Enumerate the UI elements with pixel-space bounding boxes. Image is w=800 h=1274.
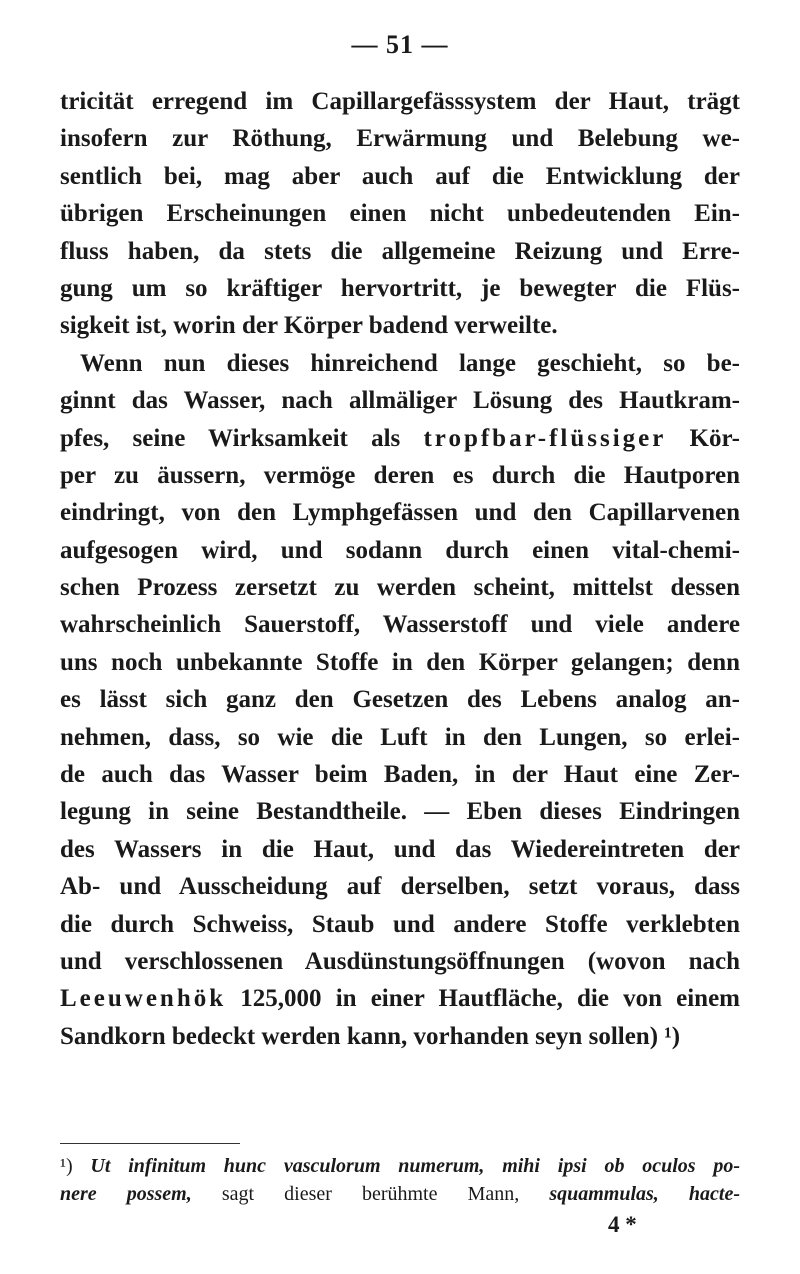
footnote: [60, 1152, 740, 1208]
text-line: schen Prozess zersetzt zu werden scheint, mittelst dessen: [60, 574, 740, 602]
text-line: es lässt sich ganz den Gesetzen des Lebens analog an-: [60, 686, 740, 714]
text-line: gung um so kräftiger hervortritt, je bewegter die Flüs-: [60, 274, 740, 302]
text-line: sentlich bei, mag aber auch auf die Entwicklung der: [60, 162, 740, 190]
text-line: [60, 980, 740, 1017]
text-line: Ab- und Ausscheidung auf derselben, setzt voraus, dass: [60, 873, 740, 901]
body-text: [60, 83, 740, 1055]
text-line: [60, 420, 740, 457]
footnote-divider: [60, 1143, 240, 1144]
footnote-latin: nere possem,: [60, 1183, 192, 1205]
text-line: und verschlossenen Ausdünstungsöffnungen (wovon nach: [60, 947, 740, 975]
text-line: Wenn nun dieses hinreichend lange geschieht, so be-: [80, 349, 740, 377]
text-line: übrigen Erscheinungen einen nicht unbedeutenden Ein-: [60, 200, 740, 228]
text-line: eindringt, von den Lymphgefässen und den Capillarvenen: [60, 499, 740, 527]
text-line: nehmen, dass, so wie die Luft in den Lungen, so erlei-: [60, 723, 740, 751]
text-segment: 125,000 in einer Hautfläche, die von einem: [226, 985, 740, 1013]
emphasis-text: tropfbar-flüssiger: [423, 424, 667, 452]
text-line: ginnt das Wasser, nach allmäliger Lösung des Hautkram-: [60, 387, 740, 415]
footnote-latin: Ut infinitum hunc vasculorum numerum, mihi ipsi ob oculos po-: [72, 1155, 740, 1177]
text-segment: Kör-: [666, 424, 740, 452]
text-line: des Wassers in die Haut, und das Wiedereintreten der: [60, 835, 740, 863]
text-line: tricität erregend im Capillargefässsystem der Haut, trägt: [60, 88, 740, 115]
text-line: Sandkorn bedeckt werden kann, vorhanden seyn sollen) ¹): [60, 1022, 681, 1050]
footnote-latin: squammulas, hacte-: [549, 1183, 740, 1205]
signature-mark: 4 *: [608, 1212, 637, 1237]
footnote-text: sagt dieser berühmte Mann,: [191, 1183, 550, 1205]
footnote-line: [60, 1180, 740, 1208]
text-line: legung in seine Bestandtheile. — Eben dieses Eindringen: [60, 798, 740, 826]
text-line: de auch das Wasser beim Baden, in der Haut eine Zer-: [60, 761, 740, 789]
text-line: fluss haben, da stets die allgemeine Reizung und Erre-: [60, 237, 740, 265]
emphasis-text: Leeuwenhök: [60, 985, 227, 1013]
page-number: — 51 —: [351, 30, 449, 59]
text-line: uns noch unbekannte Stoffe in den Körper gelangen; denn: [60, 648, 740, 676]
text-line: per zu äussern, vermöge deren es durch die Hautporen: [60, 461, 740, 489]
text-line: sigkeit ist, worin der Körper badend verweilte.: [60, 312, 558, 340]
footnote-line: [60, 1152, 740, 1180]
text-segment: pfes, seine Wirksamkeit als: [60, 424, 424, 452]
text-line: wahrscheinlich Sauerstoff, Wasserstoff und viele andere: [60, 611, 740, 639]
text-line: aufgesogen wird, und sodann durch einen vital-chemi-: [60, 536, 740, 564]
footnote-marker: ¹): [60, 1155, 73, 1177]
text-line: insofern zur Röthung, Erwärmung und Belebung we-: [60, 125, 740, 153]
text-line: die durch Schweiss, Staub und andere Stoffe verklebten: [60, 910, 740, 938]
